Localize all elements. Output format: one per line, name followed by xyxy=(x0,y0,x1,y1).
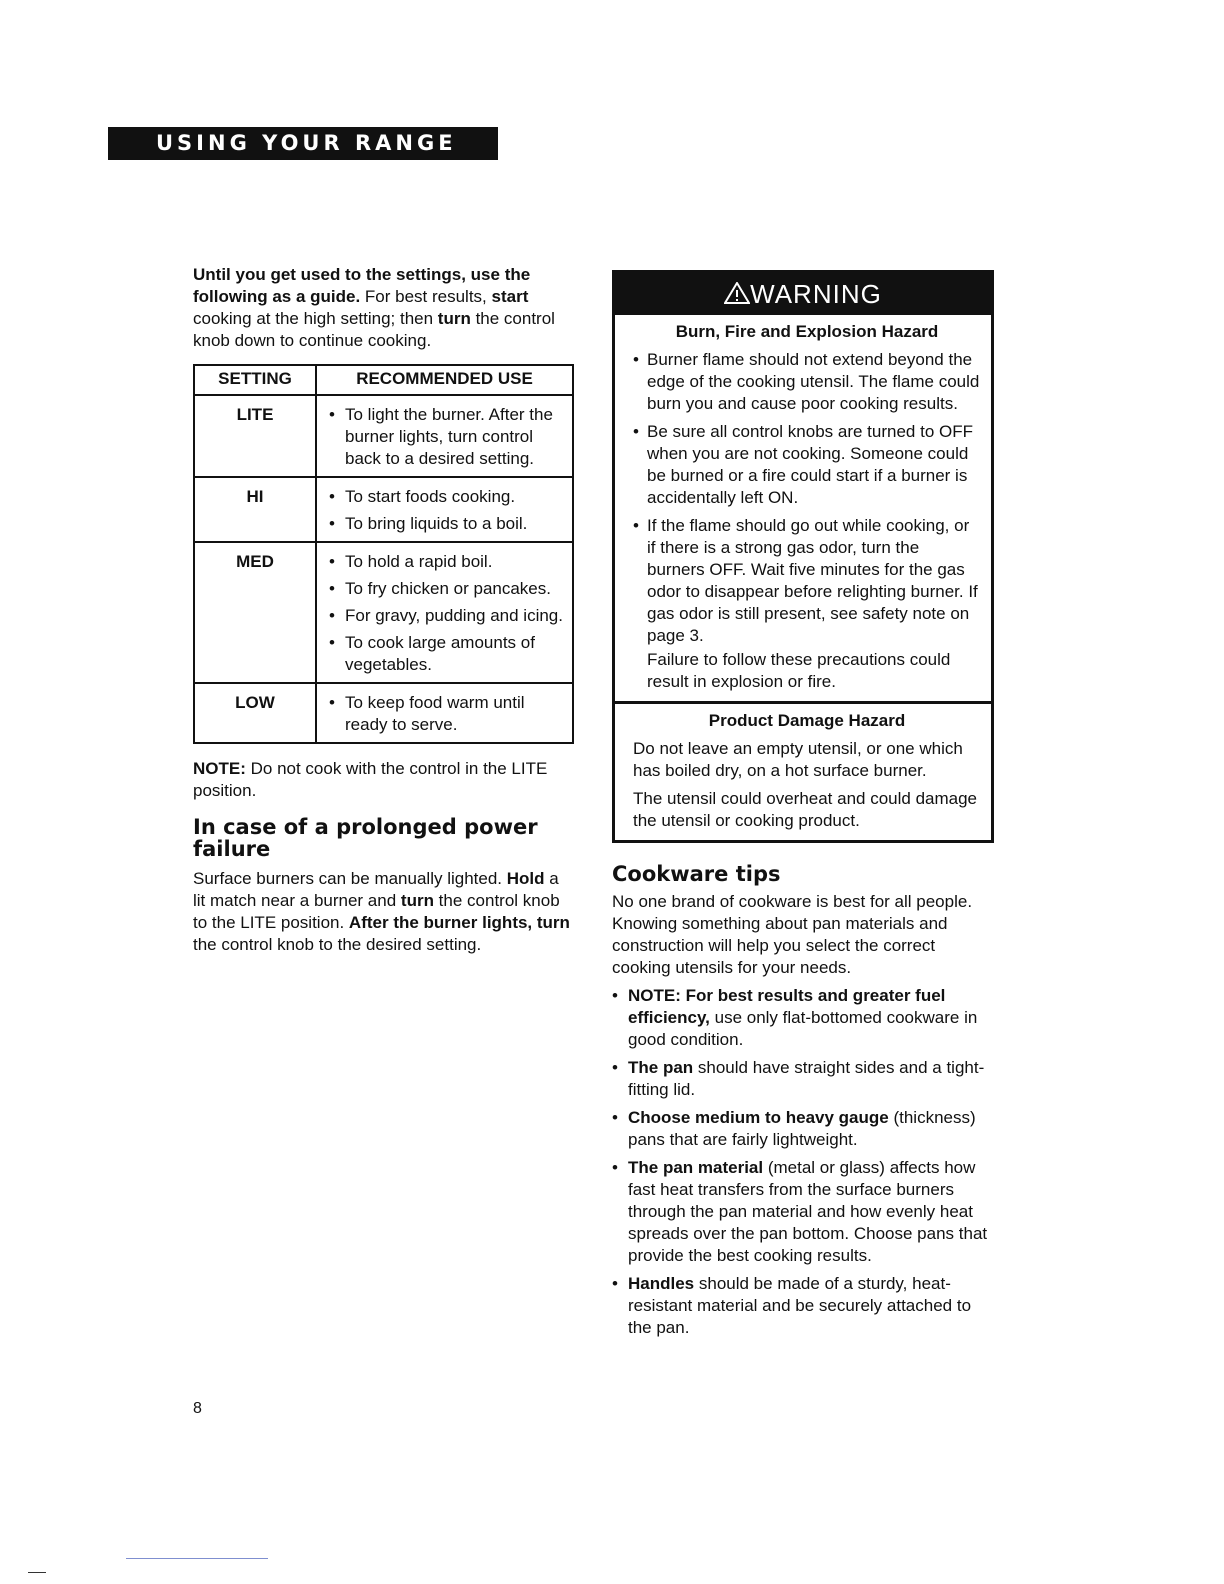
column-header-setting: SETTING xyxy=(194,365,316,395)
use-cell xyxy=(316,683,573,743)
cookware-tip: • The pan material (metal or glass) affects how fast heat transfers from the surface burners through the pan material and how evenly heat spreads over the pan bottom. Choose pans that provide the best cooking results. xyxy=(612,1157,994,1267)
footer-mark xyxy=(28,1572,46,1573)
cookware-tips-section xyxy=(612,863,994,1339)
cookware-tip: • NOTE: For best results and greater fuel efficiency, use only flat-bottomed cookware in good condition. xyxy=(612,985,994,1051)
warning-triangle-icon xyxy=(724,282,750,304)
warning-title: WARNING xyxy=(750,279,882,309)
use-cell xyxy=(316,395,573,477)
table-row xyxy=(194,542,573,683)
table-row xyxy=(194,395,573,477)
warning-title-bar xyxy=(615,273,991,315)
hazard-paragraph: Do not leave an empty utensil, or one which has boiled dry, on a hot surface burner. xyxy=(633,739,963,780)
power-failure-paragraph: Surface burners can be manually lighted. Hold a lit match near a burner and turn the control knob to the LITE position. After the burner lights, turn the control knob to the desired setting. xyxy=(193,869,570,954)
use-cell xyxy=(316,542,573,683)
hazard-footer: Failure to follow these precautions could result in explosion or fire. xyxy=(647,650,951,691)
use-item: • To start foods cooking. xyxy=(329,486,570,508)
cookware-intro: No one brand of cookware is best for all people. Knowing something about pan materials and construction will help you select the correct cooking utensils for your needs. xyxy=(612,892,973,977)
setting-cell: LITE xyxy=(194,395,316,477)
hazard-item: • If the flame should go out while cooking, or if there is a strong gas odor, turn the burners OFF. Wait five minutes for the gas odor to disappear before relighting burner. If gas odor is still present, see safety note on page 3. xyxy=(633,515,981,647)
burn-fire-explosion-section xyxy=(615,315,991,701)
use-cell xyxy=(316,477,573,542)
hazard-title: Burn, Fire and Explosion Hazard xyxy=(675,322,939,341)
left-column xyxy=(193,264,573,956)
right-column xyxy=(612,270,994,1345)
setting-cell: HI xyxy=(194,477,316,542)
cookware-tip: • Handles should be made of a sturdy, heat-resistant material and be securely attached to the pan. xyxy=(612,1273,994,1339)
warning-box xyxy=(612,270,994,843)
intro-paragraph: Until you get used to the settings, use the following as a guide. For best results, start cooking at the high setting; then turn the control knob down to continue cooking. xyxy=(193,265,555,350)
use-item: • For gravy, pudding and icing. xyxy=(329,605,570,627)
lite-note: NOTE: Do not cook with the control in the LITE position. xyxy=(193,759,548,800)
use-item: • To keep food warm until ready to serve. xyxy=(329,692,570,736)
hazard-item: • Burner flame should not extend beyond the edge of the cooking utensil. The flame could burn you and cause poor cooking results. xyxy=(633,349,981,415)
use-item: • To cook large amounts of vegetables. xyxy=(329,632,570,676)
page-number: 8 xyxy=(193,1400,202,1417)
use-item: • To hold a rapid boil. xyxy=(329,551,570,573)
setting-cell: MED xyxy=(194,542,316,683)
use-item: • To light the burner. After the burner lights, turn control back to a desired setting. xyxy=(329,404,570,470)
cookware-tip: • Choose medium to heavy gauge (thickness) pans that are fairly lightweight. xyxy=(612,1107,994,1151)
table-header-row xyxy=(194,365,573,395)
settings-table xyxy=(193,364,574,744)
setting-cell: LOW xyxy=(194,683,316,743)
use-item: • To bring liquids to a boil. xyxy=(329,513,570,535)
section-header: USING YOUR RANGE xyxy=(108,127,498,160)
cookware-tip: • The pan should have straight sides and a tight-fitting lid. xyxy=(612,1057,994,1101)
hazard-item: • Be sure all control knobs are turned to OFF when you are not cooking. Someone could be burned or a fire could start if a burner is accidentally left ON. xyxy=(633,421,981,509)
cookware-heading: Cookware tips xyxy=(612,862,781,886)
table-row xyxy=(194,683,573,743)
power-failure-heading: In case of a prolonged power failure xyxy=(193,815,538,861)
footer-rule xyxy=(126,1558,268,1559)
hazard-title: Product Damage Hazard xyxy=(708,711,906,730)
use-item: • To fry chicken or pancakes. xyxy=(329,578,570,600)
product-damage-section xyxy=(615,704,991,840)
hazard-paragraph: The utensil could overheat and could damage the utensil or cooking product. xyxy=(633,789,978,830)
table-row xyxy=(194,477,573,542)
column-header-recommended-use: RECOMMENDED USE xyxy=(316,365,573,395)
